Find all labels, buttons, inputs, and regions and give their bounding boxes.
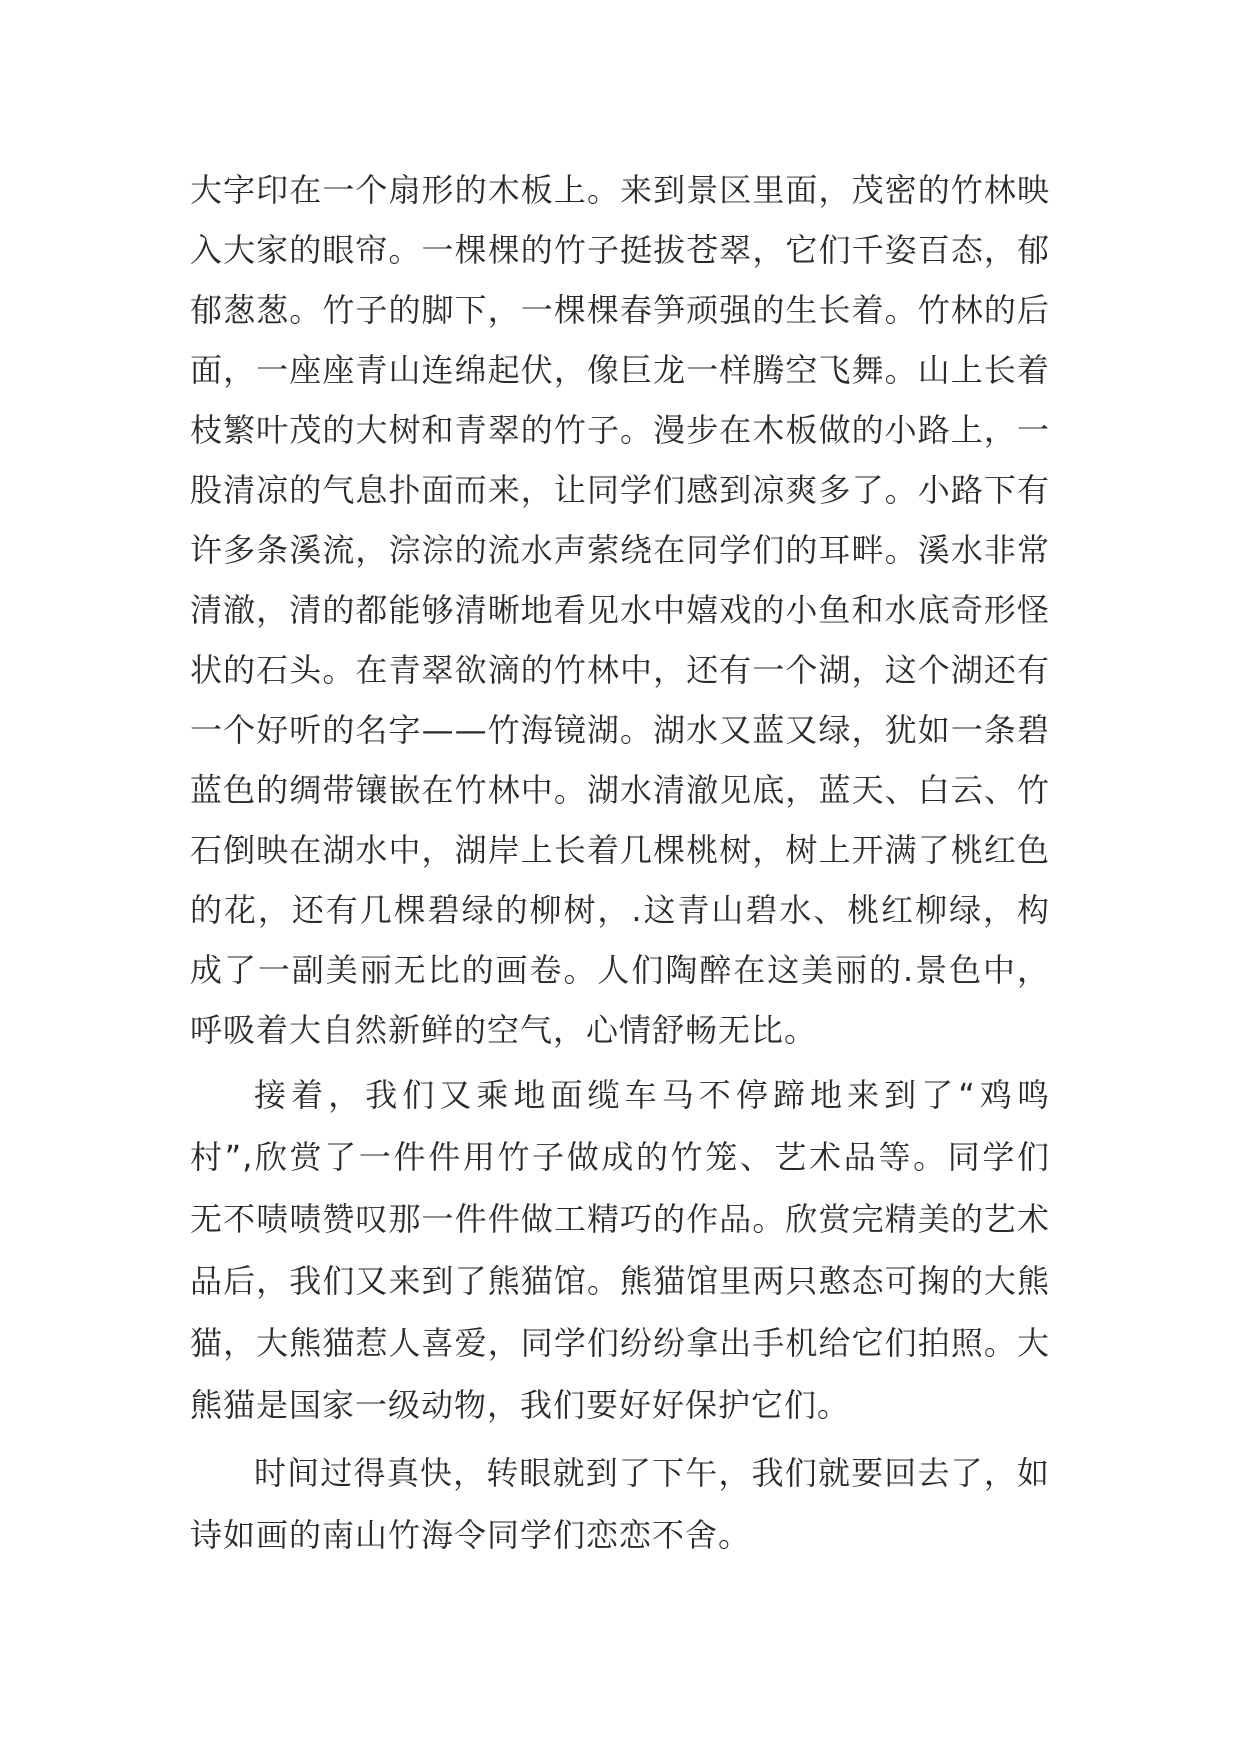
paragraph-line: 许多条溪流，淙淙的流水声萦绕在同学们的耳畔。溪水非常 bbox=[190, 531, 1050, 569]
paragraph-line: 股清凉的气息扑面而来，让同学们感到凉爽多了。小路下有 bbox=[190, 471, 1050, 509]
paragraph-line: 成了一副美丽无比的画卷。人们陶醉在这美丽的.景色中， bbox=[190, 951, 1050, 989]
paragraph-line: 枝繁叶茂的大树和青翠的竹子。漫步在木板做的小路上，一 bbox=[190, 411, 1050, 449]
paragraph-line: 蓝色的绸带镶嵌在竹林中。湖水清澈见底，蓝天、白云、竹 bbox=[190, 771, 1050, 809]
paragraph-line: 品后，我们又来到了熊猫馆。熊猫馆里两只憨态可掬的大熊 bbox=[190, 1262, 1050, 1300]
paragraph-line: 面，一座座青山连绵起伏，像巨龙一样腾空飞舞。山上长着 bbox=[190, 351, 1050, 389]
paragraph-line: 村”,欣赏了一件件用竹子做成的竹笼、艺术品等。同学们 bbox=[190, 1138, 1050, 1176]
paragraph-line: 时间过得真快，转眼就到了下午，我们就要回去了，如 bbox=[254, 1454, 1050, 1492]
paragraph-line: 清澈，清的都能够清晰地看见水中嬉戏的小鱼和水底奇形怪 bbox=[190, 591, 1050, 629]
paragraph-line: 无不啧啧赞叹那一件件做工精巧的作品。欣赏完精美的艺术 bbox=[190, 1200, 1050, 1238]
paragraph-line: 一个好听的名字——竹海镜湖。湖水又蓝又绿，犹如一条碧 bbox=[190, 711, 1050, 749]
paragraph-line: 呼吸着大自然新鲜的空气，心情舒畅无比。 bbox=[190, 1011, 818, 1049]
paragraph-line: 石倒映在湖水中，湖岸上长着几棵桃树，树上开满了桃红色 bbox=[190, 831, 1050, 869]
paragraph-line: 熊猫是国家一级动物，我们要好好保护它们。 bbox=[190, 1386, 851, 1424]
paragraph-line: 郁葱葱。竹子的脚下，一棵棵春笋顽强的生长着。竹林的后 bbox=[190, 291, 1050, 329]
paragraph-line: 猫，大熊猫惹人喜爱，同学们纷纷拿出手机给它们拍照。大 bbox=[190, 1324, 1050, 1362]
paragraph-line: 诗如画的南山竹海令同学们恋恋不舍。 bbox=[190, 1516, 752, 1554]
paragraph-line: 状的石头。在青翠欲滴的竹林中，还有一个湖，这个湖还有 bbox=[190, 651, 1050, 689]
paragraph-line: 的花，还有几棵碧绿的柳树，.这青山碧水、桃红柳绿，构 bbox=[190, 891, 1050, 929]
paragraph-line: 入大家的眼帘。一棵棵的竹子挺拔苍翠，它们千姿百态，郁 bbox=[190, 231, 1050, 269]
paragraph-line: 大字印在一个扇形的木板上。来到景区里面，茂密的竹林映 bbox=[190, 171, 1050, 209]
paragraph-line: 接着，我们又乘地面缆车马不停蹄地来到了“鸡鸣 bbox=[254, 1076, 1050, 1114]
